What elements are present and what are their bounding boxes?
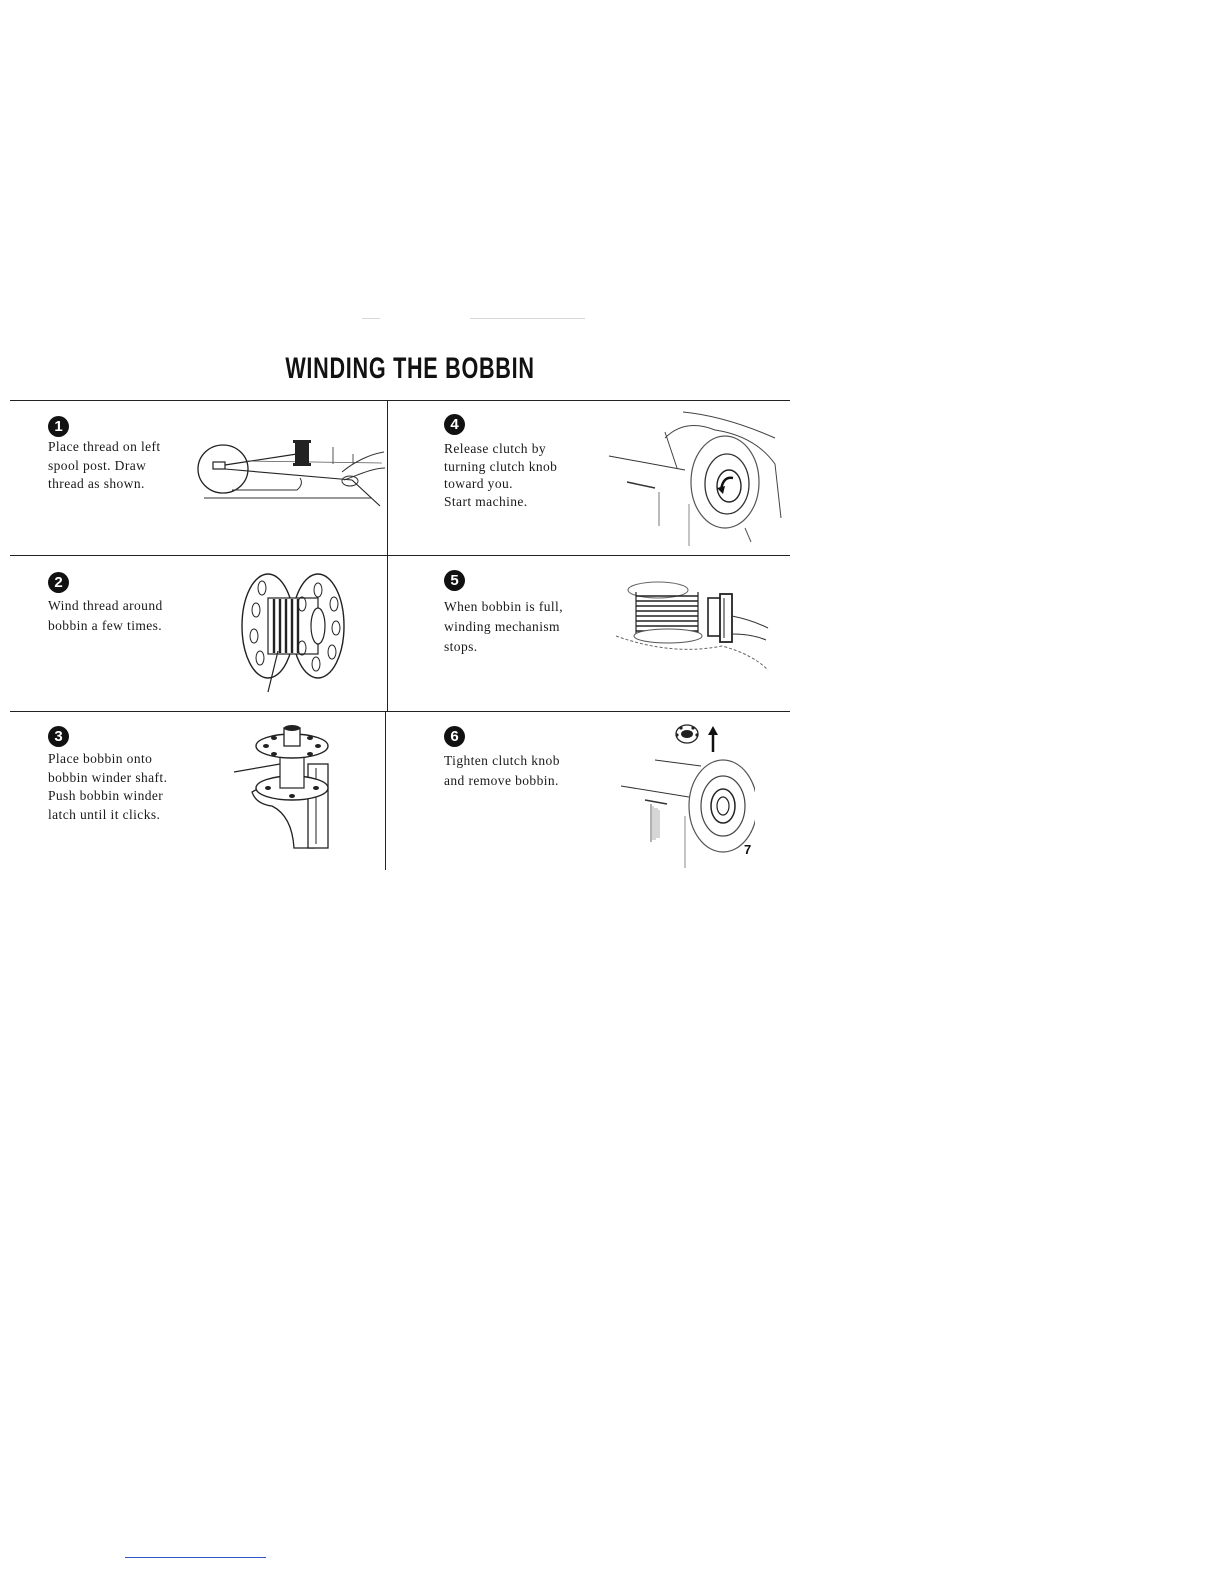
step-5-instructions (444, 597, 581, 657)
step-number-badge: 1 (48, 416, 69, 437)
page-number: 7 (744, 842, 752, 857)
step-number-badge: 4 (444, 414, 465, 435)
remove-bobbin-from-knob-illustration (615, 720, 755, 870)
instruction-line: When bobbin is full, (444, 599, 563, 614)
row-divider (10, 711, 790, 712)
top-rule (10, 400, 790, 401)
column-divider (385, 712, 386, 870)
instruction-line: spool post. Draw (48, 457, 147, 473)
step-number-badge: 3 (48, 726, 69, 747)
instruction-line: Place thread on left (48, 439, 161, 454)
instruction-line: turning clutch knob (444, 458, 558, 474)
step-number-badge: 2 (48, 572, 69, 593)
instruction-line: stops. (444, 639, 478, 654)
step-number-badge: 5 (444, 570, 465, 591)
instruction-line: bobbin winder shaft. (48, 769, 168, 785)
instruction-line: latch until it clicks. (48, 806, 161, 822)
instruction-line: Tighten clutch knob (444, 753, 560, 768)
step-2-instructions (48, 596, 194, 636)
scan-artifact (470, 318, 585, 319)
instruction-line: thread as shown. (48, 476, 145, 491)
instruction-line: toward you. (444, 476, 513, 491)
instruction-line: Release clutch by (444, 441, 547, 456)
instruction-line: Start machine. (444, 493, 528, 509)
full-bobbin-on-winder-illustration (612, 576, 772, 672)
page-title: WINDING THE BOBBIN (285, 352, 535, 385)
instruction-line: Wind thread around (48, 598, 163, 613)
step-4-instructions (444, 440, 581, 510)
step-6-instructions (444, 751, 581, 791)
hand-turning-clutch-knob-illustration (605, 408, 790, 548)
instruction-line: and remove bobbin. (444, 773, 559, 788)
scan-artifact (362, 318, 380, 319)
instruction-line: Place bobbin onto (48, 751, 153, 766)
instruction-line: winding mechanism (444, 619, 560, 634)
step-3-instructions (48, 750, 194, 824)
footer-link-underline[interactable] (125, 1557, 266, 1558)
step-1-instructions (48, 438, 194, 494)
step-number-badge: 6 (444, 726, 465, 747)
spool-and-thread-guide-illustration (192, 428, 392, 510)
instruction-line: bobbin a few times. (48, 618, 163, 633)
bobbin-with-thread-illustration (238, 566, 353, 694)
row-divider (10, 555, 790, 556)
bobbin-winder-shaft-illustration (232, 724, 362, 854)
instruction-line: Push bobbin winder (48, 788, 164, 803)
